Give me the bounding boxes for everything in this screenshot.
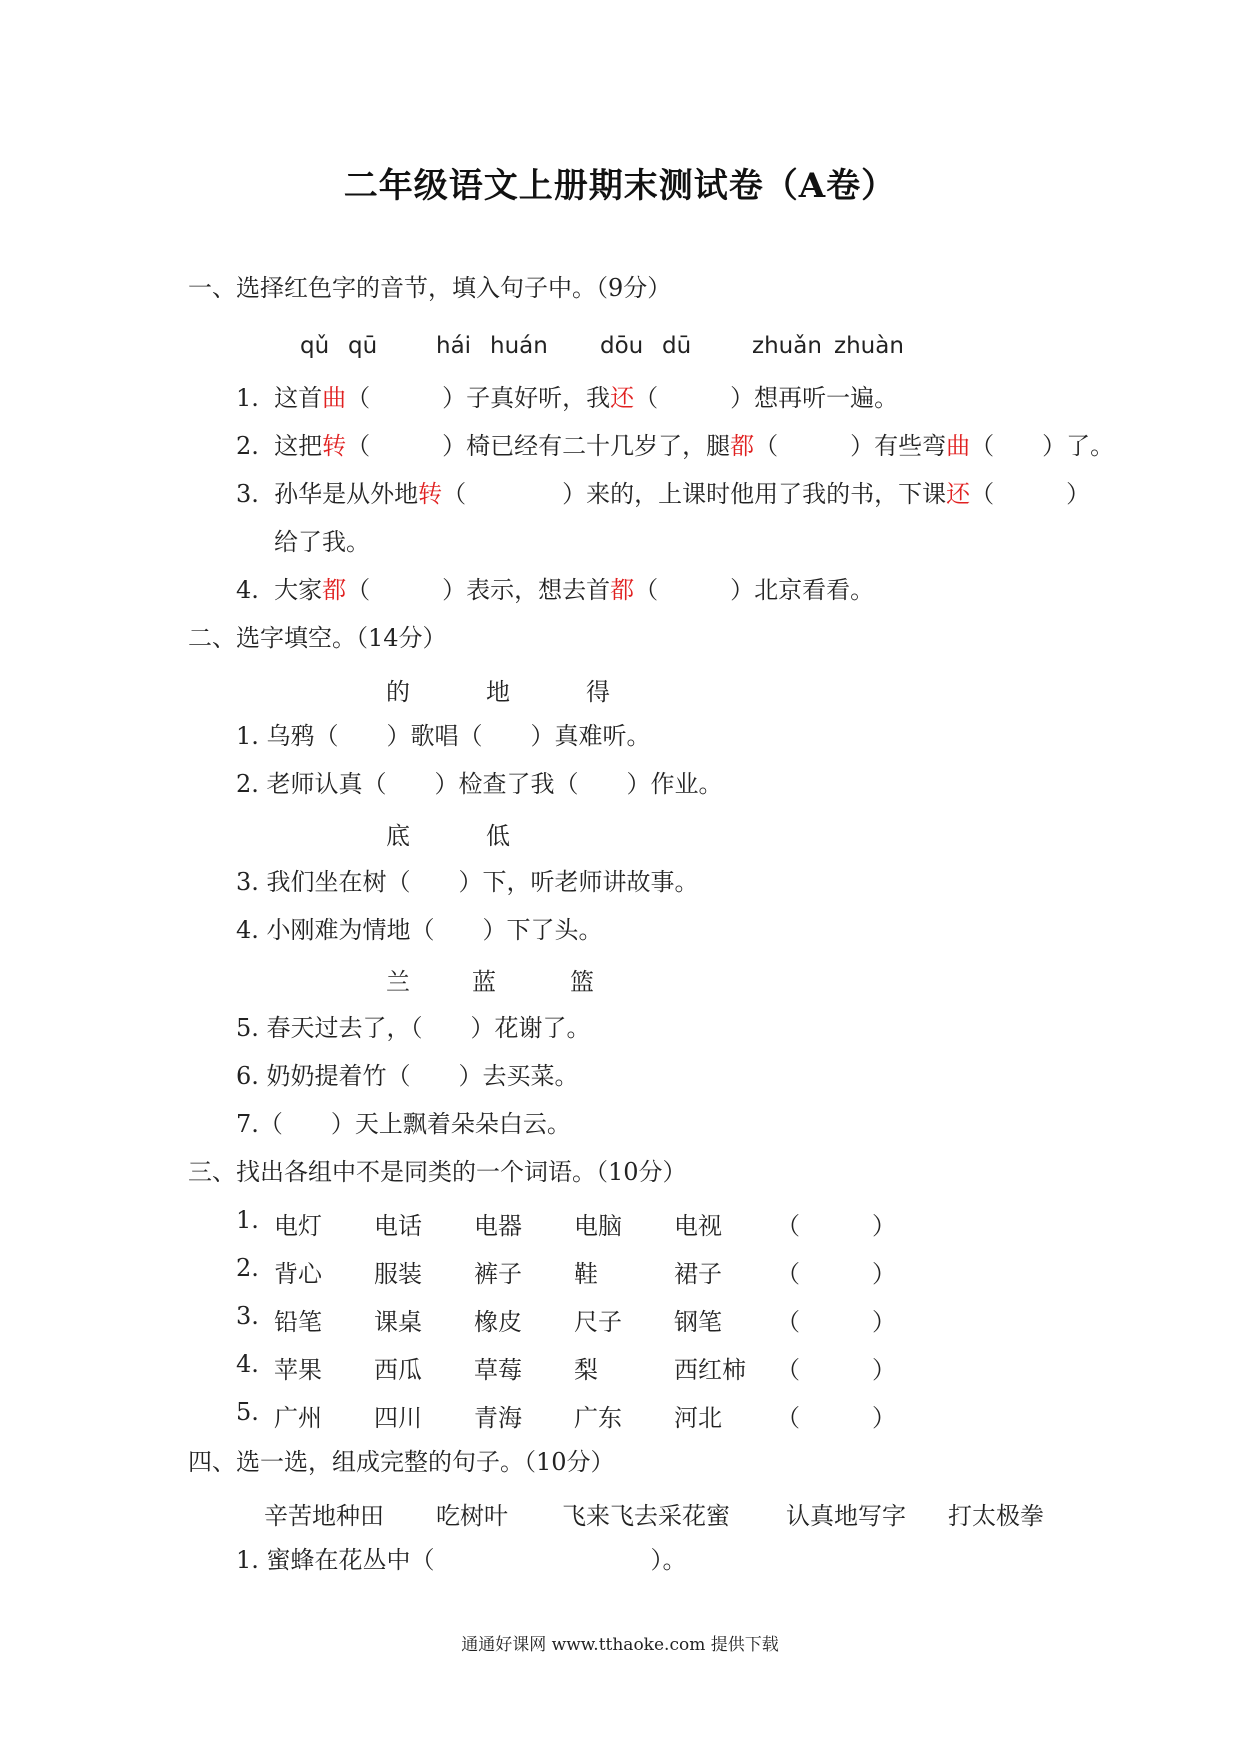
question-text: （ ）了。	[970, 432, 1115, 460]
s2-question-1: 1. 乌鸦（ ）歌唱（ ）真难听。	[236, 722, 651, 750]
phrase-option: 打太极拳	[948, 1502, 1044, 1530]
word-cell: 西红柿	[674, 1356, 746, 1384]
answer-blank: （ ）	[776, 1356, 896, 1384]
answer-blank: （ ）	[776, 1212, 896, 1240]
pinyin-option: zhuàn	[834, 333, 904, 359]
s1-question-4	[236, 574, 874, 606]
red-character: 转	[322, 432, 347, 460]
s2-question-2: 2. 老师认真（ ）检查了我（ ）作业。	[236, 770, 723, 798]
red-character: 转	[418, 480, 443, 508]
answer-blank: （ ）	[776, 1308, 896, 1336]
word-cell: 尺子	[574, 1308, 622, 1336]
word-cell: 裙子	[674, 1260, 722, 1288]
word-cell: 电器	[474, 1212, 522, 1240]
s2-question-4: 4. 小刚难为情地（ ）下了头。	[236, 916, 603, 944]
page-title: 二年级语文上册期末测试卷（A卷）	[343, 166, 897, 206]
word-cell: 橡皮	[474, 1308, 522, 1336]
choice-character: 得	[586, 678, 610, 706]
red-character: 曲	[322, 384, 347, 412]
choice-character: 篮	[570, 968, 594, 996]
s2-question-5: 5. 春天过去了，（ ）花谢了。	[236, 1014, 591, 1042]
row-number: 3.	[236, 1302, 259, 1330]
question-text: （ ）表示，想去首	[346, 576, 611, 604]
word-cell: 钢笔	[674, 1308, 722, 1336]
row-number: 2.	[236, 1254, 259, 1282]
choice-character: 地	[486, 678, 510, 706]
word-cell: 广东	[574, 1404, 622, 1432]
phrase-option: 飞来飞去采花蜜	[562, 1502, 730, 1530]
red-character: 曲	[946, 432, 971, 460]
pinyin-option: dōu	[600, 333, 644, 359]
section-2-heading: 二、选字填空。（14分）	[188, 624, 447, 652]
question-number: 1.	[236, 384, 259, 412]
pinyin-option: qǔ	[300, 333, 330, 359]
row-number: 5.	[236, 1398, 259, 1426]
s2-question-3: 3. 我们坐在树（ ）下，听老师讲故事。	[236, 868, 699, 896]
s4-question-1: 1. 蜜蜂在花丛中（ ）。	[236, 1546, 687, 1574]
section-3-heading: 三、找出各组中不是同类的一个词语。（10分）	[188, 1158, 687, 1186]
row-number: 4.	[236, 1350, 259, 1378]
phrase-option: 辛苦地种田	[264, 1502, 384, 1530]
pinyin-option: qū	[348, 333, 378, 359]
question-number: 2.	[236, 432, 259, 460]
word-cell: 课桌	[374, 1308, 422, 1336]
question-text: 孙华是从外地	[274, 480, 419, 508]
phrase-option: 认真地写字	[786, 1502, 906, 1530]
choice-character: 兰	[386, 968, 410, 996]
phrase-option: 吃树叶	[436, 1502, 508, 1530]
word-cell: 西瓜	[374, 1356, 422, 1384]
page-footer: 通通好课网 www.tthaoke.com 提供下载	[461, 1635, 779, 1655]
choice-character: 低	[486, 822, 510, 850]
row-number: 1.	[236, 1206, 259, 1234]
pinyin-option: huán	[490, 333, 548, 359]
question-text: （ ）北京看看。	[634, 576, 875, 604]
word-cell: 电话	[374, 1212, 422, 1240]
word-cell: 梨	[574, 1356, 598, 1384]
question-text: （ ）椅已经有二十几岁了，腿	[346, 432, 731, 460]
word-cell: 电灯	[274, 1212, 322, 1240]
choice-character: 的	[386, 678, 410, 706]
choice-character: 底	[386, 822, 410, 850]
pinyin-option: hái	[436, 333, 472, 359]
s2-question-6: 6. 奶奶提着竹（ ）去买菜。	[236, 1062, 579, 1090]
section-1-heading: 一、选择红色字的音节，填入句子中。（9分）	[188, 274, 672, 302]
s1-question-3	[236, 478, 1090, 510]
question-text: （ ）有些弯	[754, 432, 947, 460]
question-text: （ ）来的，上课时他用了我的书，下课	[442, 480, 947, 508]
pinyin-option: dū	[662, 333, 692, 359]
word-cell: 服装	[374, 1260, 422, 1288]
question-text: （ ）想再听一遍。	[634, 384, 899, 412]
question-text: （ ）子真好听，我	[346, 384, 611, 412]
word-cell: 河北	[674, 1404, 722, 1432]
red-character: 都	[610, 576, 635, 604]
question-text: 这首	[274, 384, 323, 412]
s2-question-7: 7.（ ）天上飘着朵朵白云。	[236, 1110, 571, 1138]
red-character: 都	[730, 432, 755, 460]
section-4-heading: 四、选一选，组成完整的句子。（10分）	[188, 1448, 615, 1476]
word-cell: 电脑	[574, 1212, 622, 1240]
question-text: （ ）	[970, 480, 1091, 508]
s1-question-3-continued: 给了我。	[274, 528, 370, 556]
choice-character: 蓝	[472, 968, 496, 996]
question-text: 大家	[274, 576, 323, 604]
question-text: 这把	[274, 432, 323, 460]
pinyin-option: zhuǎn	[752, 333, 822, 359]
red-character: 都	[322, 576, 347, 604]
word-cell: 草莓	[474, 1356, 522, 1384]
word-cell: 铅笔	[274, 1308, 322, 1336]
answer-blank: （ ）	[776, 1260, 896, 1288]
red-character: 还	[946, 480, 971, 508]
word-cell: 广州	[274, 1404, 322, 1432]
question-number: 4.	[236, 576, 259, 604]
word-cell: 背心	[274, 1260, 322, 1288]
answer-blank: （ ）	[776, 1404, 896, 1432]
word-cell: 青海	[474, 1404, 522, 1432]
red-character: 还	[610, 384, 635, 412]
word-cell: 鞋	[574, 1260, 598, 1288]
word-cell: 苹果	[274, 1356, 322, 1384]
s1-question-2	[236, 430, 1114, 462]
word-cell: 四川	[374, 1404, 422, 1432]
s1-question-1	[236, 382, 898, 414]
word-cell: 电视	[674, 1212, 722, 1240]
word-cell: 裤子	[474, 1260, 522, 1288]
question-number: 3.	[236, 480, 259, 508]
